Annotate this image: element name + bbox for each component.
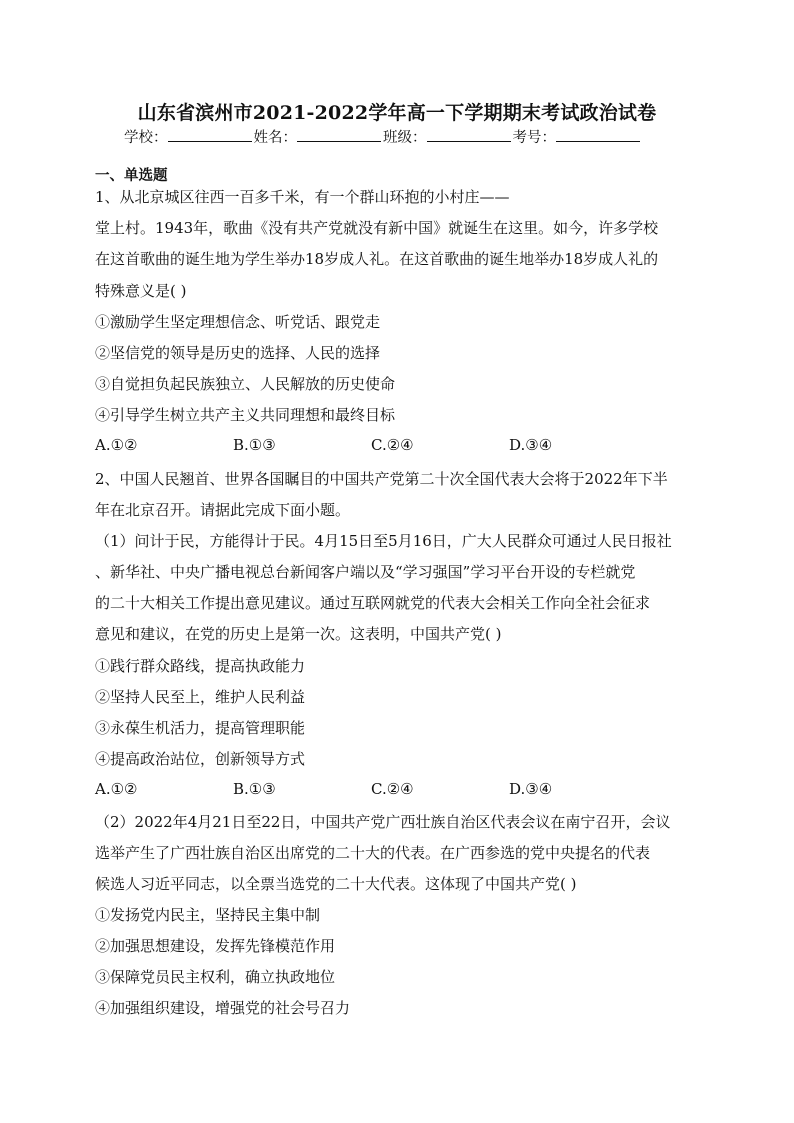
q1-option-c[interactable]: C.②④	[371, 436, 414, 454]
q1-stem-line: 在这首歌曲的诞生地为学生举办18岁成人礼。在这首歌曲的诞生地举办18岁成人礼的	[95, 250, 659, 268]
q1-stem-line: 1、从北京城区往西一百多千米，有一个群山环抱的小村庄——	[95, 188, 510, 206]
exam-title: 山东省滨州市2021-2022学年高一下学期期末考试政治试卷	[137, 102, 657, 124]
q2-1-stem-line: 、新华社、中央广播电视总台新闻客户端以及“学习强国”学习平台开设的专栏就党	[95, 563, 636, 581]
q2-2-statement: ②加强思想建设，发挥先锋模范作用	[95, 937, 336, 955]
q2-1-stem-line: 的二十大相关工作提出意见建议。通过互联网就党的代表大会相关工作向全社会征求	[95, 594, 651, 612]
q2-1-statement: ④提高政治站位，创新领导方式	[95, 750, 306, 768]
q1-statement: ③自觉担负起民族独立、人民解放的历史使命	[95, 375, 396, 393]
q2-1-option-c[interactable]: C.②④	[371, 780, 414, 798]
q2-1-stem-line: 意见和建议，在党的历史上是第一次。这表明，中国共产党( )	[95, 625, 502, 643]
q2-1-statement: ①践行群众路线，提高执政能力	[95, 657, 306, 675]
student-info-row	[124, 126, 642, 147]
class-label: 班级：	[383, 130, 427, 146]
q1-option-b[interactable]: B.①③	[233, 436, 276, 454]
q2-stem-line: 2、中国人民翘首、世界各国瞩目的中国共产党第二十次全国代表大会将于2022年下半	[95, 470, 668, 488]
q1-statement: ④引导学生树立共产主义共同理想和最终目标	[95, 406, 396, 424]
q2-2-statement: ③保障党员民主权利，确立执政地位	[95, 968, 336, 986]
q2-1-options	[95, 780, 655, 800]
q2-1-statement: ②坚持人民至上，维护人民利益	[95, 688, 306, 706]
class-blank[interactable]	[427, 127, 511, 142]
q2-stem-line: 年在北京召开。请据此完成下面小题。	[95, 501, 351, 519]
number-label: 考号：	[512, 130, 556, 146]
q1-statement: ②坚信党的领导是历史的选择、人民的选择	[95, 344, 381, 362]
q2-2-stem-line: （2）2022年4月21日至22日，中国共产党广西壮族自治区代表会议在南宁召开，会议	[95, 813, 671, 831]
q1-statement: ①激励学生坚定理想信念、听党话、跟党走	[95, 313, 381, 331]
number-blank[interactable]	[556, 127, 640, 142]
q2-2-statement: ④加强组织建设，增强党的社会号召力	[95, 999, 351, 1017]
q1-option-a[interactable]: A.①②	[95, 436, 138, 454]
q2-1-stem-line: （1）问计于民，方能得计于民。4月15日至5月16日，广大人民群众可通过人民日报社	[95, 532, 672, 550]
name-label: 姓名：	[253, 130, 297, 146]
school-label: 学校：	[124, 130, 168, 146]
q2-1-option-b[interactable]: B.①③	[233, 780, 276, 798]
q2-2-statement: ①发扬党内民主，坚持民主集中制	[95, 906, 321, 924]
section-heading: 一、单选题	[95, 168, 168, 184]
school-blank[interactable]	[168, 127, 252, 142]
q2-1-option-d[interactable]: D.③④	[509, 780, 553, 798]
q1-stem-line: 特殊意义是( )	[95, 282, 187, 300]
q1-stem-line: 堂上村。1943年，歌曲《没有共产党就没有新中国》就诞生在这里。如今，许多学校	[95, 219, 659, 237]
q2-1-option-a[interactable]: A.①②	[95, 780, 138, 798]
q1-option-d[interactable]: D.③④	[509, 436, 553, 454]
name-blank[interactable]	[297, 127, 381, 142]
q2-2-stem-line: 选举产生了广西壮族自治区出席党的二十大的代表。在广西参选的党中央提名的代表	[95, 844, 651, 862]
q2-2-stem-line: 候选人习近平同志，以全票当选党的二十大代表。这体现了中国共产党( )	[95, 875, 577, 893]
q2-1-statement: ③永葆生机活力，提高管理职能	[95, 719, 306, 737]
q1-options	[95, 436, 655, 456]
